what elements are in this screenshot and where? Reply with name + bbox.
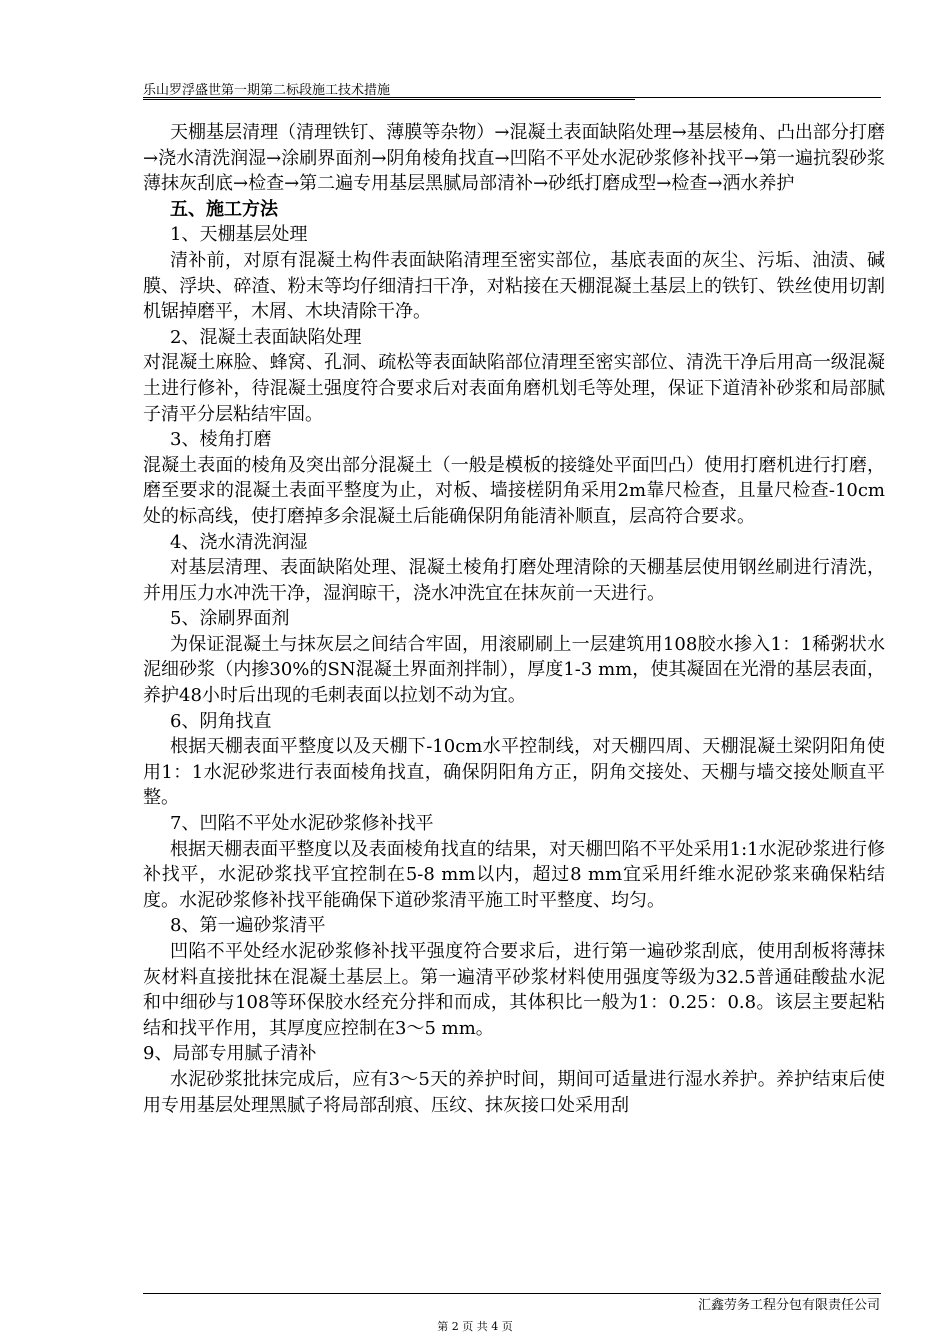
paragraph: 水泥砂浆批抹完成后，应有3～5天的养护时间，期间可适量进行湿水养护。养护结束后使用专用基层处理黑腻子将局部刮痕、压纹、抹灰接口处采用刮 [143, 1068, 885, 1116]
paragraph: 根据天棚表面平整度以及天棚下-10cm水平控制线，对天棚四周、天棚混凝土梁阴阳角使用1：1水泥砂浆进行表面棱角找直，确保阴阳角方正，阴角交接处、天棚与墙交接处顺直平整。 [143, 736, 885, 809]
header-rule [143, 97, 881, 98]
page-header-title: 乐山罗浮盛世第一期第二标段施工技术措施 [143, 79, 635, 100]
paragraph: 天棚基层清理（清理铁钉、薄膜等杂物）→混凝土表面缺陷处理→基层棱角、凸出部分打磨→浇水清洗润湿→涂刷界面剂→阴角棱角找直→凹陷不平处水泥砂浆修补找平→第一遍抗裂砂浆薄抹灰刮底→检查→第二遍专用基层黑腻局部清补→砂纸打磨成型→检查→洒水养护 [143, 122, 885, 195]
document-body [143, 120, 885, 1118]
paragraph: 9、局部专用腻子清补 [143, 1043, 317, 1065]
paragraph: 凹陷不平处经水泥砂浆修补找平强度符合要求后，进行第一遍砂浆刮底，使用刮板将薄抹灰材料直接批抹在混凝土基层上。第一遍清平砂浆材料使用强度等级为32.5普通硅酸盐水泥和中细砂与108等环保胶水经充分拌和而成，其体积比一般为1：0.25：0.8。该层主要起粘结和找平作用，其厚度应控制在3～5 mm。 [143, 941, 885, 1039]
paragraph: 对基层清理、表面缺陷处理、混凝土棱角打磨处理清除的天棚基层使用钢丝刷进行清洗，并用压力水冲洗干净，湿润晾干，浇水冲洗宜在抹灰前一天进行。 [143, 557, 885, 604]
paragraph: 混凝土表面的棱角及突出部分混凝土（一般是模板的接缝处平面凹凸）使用打磨机进行打磨，磨至要求的混凝土表面平整度为止，对板、墙接槎阴角采用2m靠尺检查，且量尺检查-10cm处的标高线，使打磨掉多余混凝土后能确保阴角能清补顺直，层高符合要求。 [143, 454, 885, 527]
paragraph: 1、天棚基层处理 [170, 224, 308, 246]
paragraph: 5、涂刷界面剂 [170, 608, 290, 630]
paragraph: 清补前，对原有混凝土构件表面缺陷清理至密实部位，基底表面的灰尘、污垢、油渍、碱膜、浮块、碎渣、粉末等均仔细清扫干净，对粘接在天棚混凝土基层上的铁钉、铁丝使用切割机锯掉磨平，木屑、木块清除干净。 [143, 249, 885, 323]
paragraph: 6、阴角找直 [170, 710, 272, 732]
paragraph: 2、混凝土表面缺陷处理 [170, 326, 362, 348]
paragraph: 4、浇水清洗润湿 [170, 531, 308, 553]
paragraph: 3、棱角打磨 [170, 429, 272, 451]
page-number: 第 2 页 共 4 页 [437, 1320, 513, 1333]
paragraph: 根据天棚表面平整度以及表面棱角找直的结果，对天棚凹陷不平处采用1:1水泥砂浆进行修补找平，水泥砂浆找平宜控制在5-8 mm以内，超过8 mm宜采用纤维水泥砂浆来确保粘结度。水泥砂浆修补找平能确保下道砂浆清平施工时平整度、均匀。 [143, 838, 885, 911]
paragraph: 对混凝土麻脸、蜂窝、孔洞、疏松等表面缺陷部位清理至密实部位、清洗干净后用高一级混凝土进行修补，待混凝土强度符合要求后对表面角磨机划毛等处理，保证下道清补砂浆和局部腻子清平分层粘结牢固。 [143, 352, 885, 425]
paragraph: 8、第一遍砂浆清平 [170, 915, 326, 937]
footer-company: 汇鑫劳务工程分包有限责任公司 [697, 1298, 880, 1313]
paragraph: 7、凹陷不平处水泥砂浆修补找平 [170, 813, 434, 835]
paragraph: 为保证混凝土与抹灰层之间结合牢固，用滚刷刷上一层建筑用108胶水掺入1：1稀粥状水泥细砂浆（内掺30%的SN混凝土界面剂拌制），厚度1-3 mm，使其凝固在光滑的基层表面，养护48小时后出现的毛刺表面以拉划不动为宜。 [143, 633, 885, 707]
paragraph: 五、施工方法 [170, 198, 278, 220]
